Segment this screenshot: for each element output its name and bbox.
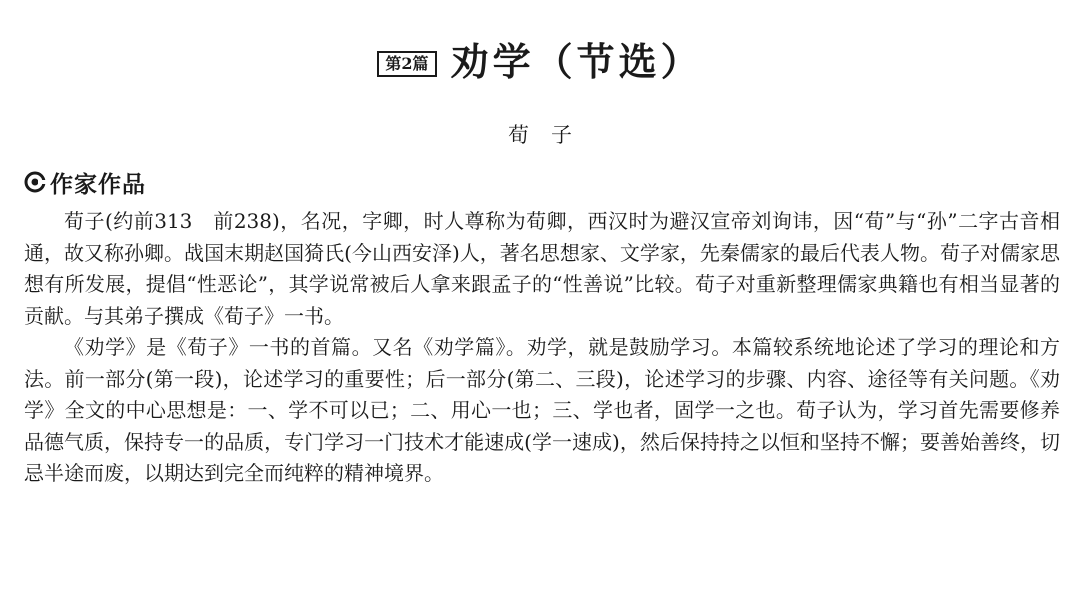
section-header	[24, 162, 146, 202]
body-text	[24, 206, 1060, 490]
chapter-badge: 第2篇	[377, 51, 436, 77]
section-label: 作家作品	[50, 171, 146, 198]
c-circle-icon	[24, 171, 46, 193]
paragraph-author-bio: 荀子(约前313 前238)，名况，字卿，时人尊称为荀卿，西汉时为避汉宣帝刘询讳，因“荀”与“孙”二字古音相通，故又称孙卿。战国末期赵国猗氏(今山西安泽)人，著名思想家、文学家，先秦儒家的最后代表人物。荀子对儒家思想有所发展，提倡“性恶论”，其学说常被后人拿来跟孟子的“性善说”比较。荀子对重新整理儒家典籍也有相当显著的贡献。与其弟子撰成《荀子》一书。	[24, 209, 1060, 328]
title-row	[0, 36, 1080, 88]
page-title: 劝学（节选）	[450, 40, 703, 84]
author-name: 荀子	[508, 123, 594, 147]
paragraph-work-intro: 《劝学》是《荀子》一书的首篇。又名《劝学篇》。劝学，就是鼓励学习。本篇较系统地论述了学习的理论和方法。前一部分(第一段)，论述学习的重要性；后一部分(第二、三段)，论述学习的步骤、内容、途径等有关问题。《劝学》全文的中心思想是：一、学不可以已；二、用心一也；三、学也者，固学一之也。荀子认为，学习首先需要修养品德气质，保持专一的品质，专门学习一门技术才能速成(学一速成)，然后保持持之以恒和坚持不懈；要善始善终，切忌半途而废，以期达到完全而纯粹的精神境界。	[24, 335, 1060, 485]
